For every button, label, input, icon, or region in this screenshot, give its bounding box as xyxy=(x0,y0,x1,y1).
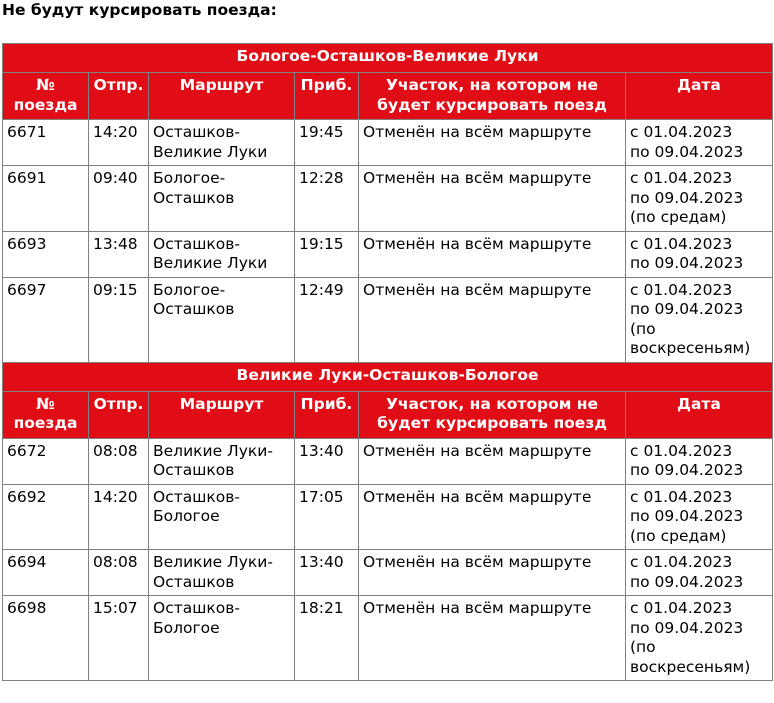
cell-date-range: с 01.04.2023 по 09.04.2023 xyxy=(626,120,773,166)
cell-date-range: с 01.04.2023 по 09.04.2023 xyxy=(626,231,773,277)
column-header-departure-time: Отпр. xyxy=(89,391,149,438)
cell-route: Осташков- Бологое xyxy=(149,484,295,550)
column-header-route: Маршрут xyxy=(149,391,295,438)
cell-arrival-time: 12:49 xyxy=(295,277,359,362)
cell-route: Бологое- Осташков xyxy=(149,166,295,232)
table-body xyxy=(3,44,773,681)
cell-departure-time: 14:20 xyxy=(89,484,149,550)
table-row xyxy=(3,166,773,232)
column-header-row xyxy=(3,391,773,438)
cell-date-range: с 01.04.2023 по 09.04.2023 (по средам) xyxy=(626,166,773,232)
cell-arrival-time: 19:45 xyxy=(295,120,359,166)
table-row xyxy=(3,550,773,596)
cell-route: Осташков- Великие Луки xyxy=(149,120,295,166)
table-row xyxy=(3,596,773,681)
cell-train-number: 6671 xyxy=(3,120,89,166)
page-title: Не будут курсировать поезда: xyxy=(2,1,277,19)
section-header-row xyxy=(3,44,773,73)
section-title: Великие Луки-Осташков-Бологое xyxy=(3,362,773,391)
table-row xyxy=(3,277,773,362)
column-header-arrival-time: Приб. xyxy=(295,73,359,120)
cell-train-number: 6672 xyxy=(3,438,89,484)
table-row xyxy=(3,231,773,277)
cell-date-range: с 01.04.2023 по 09.04.2023 (по средам) xyxy=(626,484,773,550)
column-header-train-number: № поезда xyxy=(3,73,89,120)
cell-route: Осташков- Бологое xyxy=(149,596,295,681)
cell-arrival-time: 12:28 xyxy=(295,166,359,232)
cancelled-trains-table xyxy=(2,43,773,681)
cell-cancelled-section: Отменён на всём маршруте xyxy=(359,277,626,362)
cell-train-number: 6698 xyxy=(3,596,89,681)
cell-departure-time: 09:15 xyxy=(89,277,149,362)
cell-departure-time: 08:08 xyxy=(89,438,149,484)
cell-train-number: 6697 xyxy=(3,277,89,362)
table-row xyxy=(3,484,773,550)
cell-arrival-time: 13:40 xyxy=(295,438,359,484)
column-header-arrival-time: Приб. xyxy=(295,391,359,438)
cell-arrival-time: 13:40 xyxy=(295,550,359,596)
cell-train-number: 6691 xyxy=(3,166,89,232)
column-header-cancelled-section: Участок, на котором не будет курсировать поезд xyxy=(359,73,626,120)
column-header-cancelled-section: Участок, на котором не будет курсировать поезд xyxy=(359,391,626,438)
cell-cancelled-section: Отменён на всём маршруте xyxy=(359,484,626,550)
cell-departure-time: 08:08 xyxy=(89,550,149,596)
cell-arrival-time: 17:05 xyxy=(295,484,359,550)
column-header-row xyxy=(3,73,773,120)
cell-departure-time: 13:48 xyxy=(89,231,149,277)
cell-route: Великие Луки- Осташков xyxy=(149,550,295,596)
column-header-train-number: № поезда xyxy=(3,391,89,438)
cell-train-number: 6694 xyxy=(3,550,89,596)
column-header-route: Маршрут xyxy=(149,73,295,120)
cell-route: Осташков- Великие Луки xyxy=(149,231,295,277)
cell-date-range: с 01.04.2023 по 09.04.2023 xyxy=(626,438,773,484)
cell-cancelled-section: Отменён на всём маршруте xyxy=(359,166,626,232)
cell-train-number: 6693 xyxy=(3,231,89,277)
cell-cancelled-section: Отменён на всём маршруте xyxy=(359,550,626,596)
cell-route: Великие Луки- Осташков xyxy=(149,438,295,484)
cell-departure-time: 14:20 xyxy=(89,120,149,166)
column-header-date-range: Дата xyxy=(626,391,773,438)
cell-cancelled-section: Отменён на всём маршруте xyxy=(359,596,626,681)
section-title: Бологое-Осташков-Великие Луки xyxy=(3,44,773,73)
table-row xyxy=(3,120,773,166)
cell-cancelled-section: Отменён на всём маршруте xyxy=(359,438,626,484)
table-row xyxy=(3,438,773,484)
section-header-row xyxy=(3,362,773,391)
cell-route: Бологое- Осташков xyxy=(149,277,295,362)
cell-train-number: 6692 xyxy=(3,484,89,550)
cell-date-range: с 01.04.2023 по 09.04.2023 xyxy=(626,550,773,596)
cell-departure-time: 09:40 xyxy=(89,166,149,232)
column-header-departure-time: Отпр. xyxy=(89,73,149,120)
cell-date-range: с 01.04.2023 по 09.04.2023 (по воскресеньям) xyxy=(626,277,773,362)
cell-cancelled-section: Отменён на всём маршруте xyxy=(359,120,626,166)
cell-arrival-time: 18:21 xyxy=(295,596,359,681)
cell-date-range: с 01.04.2023 по 09.04.2023 (по воскресеньям) xyxy=(626,596,773,681)
cell-arrival-time: 19:15 xyxy=(295,231,359,277)
column-header-date-range: Дата xyxy=(626,73,773,120)
cell-departure-time: 15:07 xyxy=(89,596,149,681)
cell-cancelled-section: Отменён на всём маршруте xyxy=(359,231,626,277)
